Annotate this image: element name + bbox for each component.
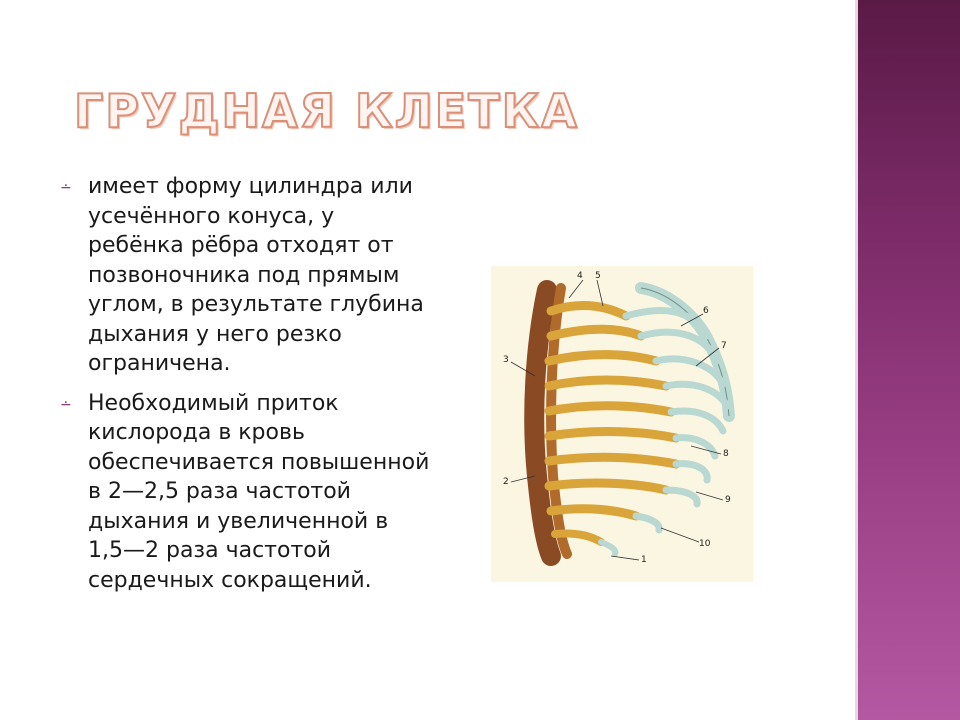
- bullet-text: имеет форму цилиндра или усечённого конуса, у ребёнка рёбра отходят от позвоночника под прямым углом, в результате глубина дыхания у него резко ограничена.: [88, 174, 424, 376]
- figure-label: 1: [641, 555, 647, 565]
- bullet-item: [60, 172, 430, 379]
- figure-label: 9: [725, 495, 731, 505]
- figure-label: 4: [577, 271, 583, 281]
- figure-label: 10: [699, 539, 711, 549]
- figure-label: 8: [723, 449, 729, 459]
- figure-label: 6: [703, 306, 709, 316]
- figure-label: 5: [595, 271, 601, 281]
- bullet-list: [60, 172, 430, 605]
- rib-cage-drawing: [491, 266, 753, 582]
- bullet-item: [60, 389, 430, 596]
- figure-label: 7: [721, 341, 727, 351]
- bullet-text: Необходимый приток кислорода в кровь обеспечивается повышенной в 2—2,5 раза частотой дыхания и увеличенной в 1,5—2 раза частотой сердечных сокращений.: [88, 390, 430, 593]
- rib-cage-illustration: [491, 266, 753, 582]
- slide-title: ГРУДНАЯ КЛЕТКА: [74, 84, 579, 138]
- figure-label: 3: [503, 355, 509, 365]
- side-accent-bar: [858, 0, 960, 720]
- figure-label: 2: [503, 477, 509, 487]
- curl-bullet-icon: ∸: [60, 396, 72, 413]
- curl-bullet-icon: ∸: [60, 180, 72, 196]
